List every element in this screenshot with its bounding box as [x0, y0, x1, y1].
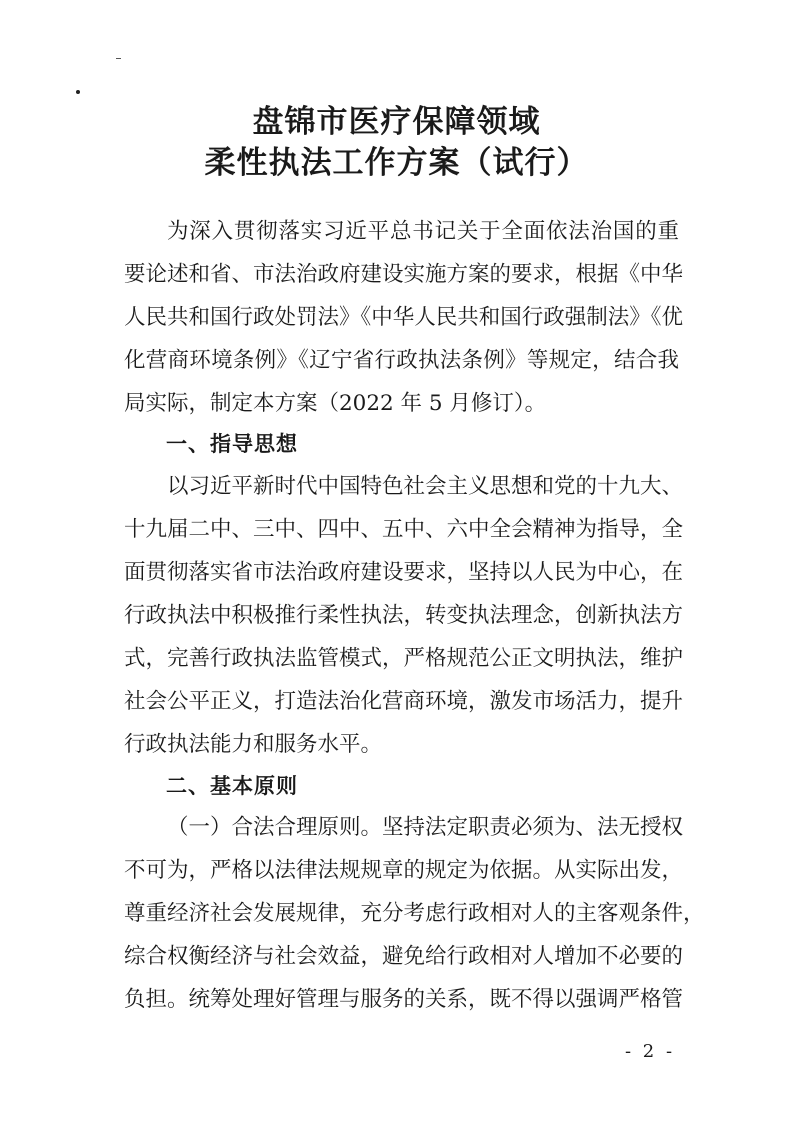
page-number: - 2 -: [625, 1041, 676, 1062]
section1-line: 以习近平新时代中国特色社会主义思想和党的十九大、: [167, 474, 684, 499]
section-heading-basic-principles: 二、基本原则: [166, 774, 298, 798]
section-heading-guiding-ideology: 一、指导思想: [166, 432, 298, 456]
section1-line: 行政执法中积极推行柔性执法，转变执法理念，创新执法方: [124, 603, 684, 628]
section1-line: 式，完善行政执法监管模式，严格规范公正文明执法，维护: [124, 646, 684, 671]
document-title-line-1: 盘锦市医疗保障领域: [252, 104, 541, 140]
intro-line: 局实际，制定本方案（2022 年 5 月修订）。: [124, 391, 547, 416]
section2-line: 不可为，严格以法律法规规章的规定为依据。从实际出发，: [124, 858, 684, 883]
scan-dot: [76, 90, 80, 94]
section1-line: 社会公平正义，打造法治化营商环境，激发市场活力，提升: [124, 689, 684, 714]
section2-line: 尊重经济社会发展规律，充分考虑行政相对人的主客观条件，: [124, 901, 705, 926]
intro-line: 人民共和国行政处罚法》《中华人民共和国行政强制法》《优: [124, 305, 684, 330]
section2-line: 综合权衡经济与社会效益，避免给行政相对人增加不必要的: [124, 944, 684, 969]
intro-line: 要论述和省、市法治政府建设实施方案的要求，根据《中华: [124, 262, 684, 287]
scan-mark: [116, 58, 121, 59]
section1-line: 行政执法能力和服务水平。: [124, 732, 383, 757]
intro-line: 化营商环境条例》《辽宁省行政执法条例》等规定，结合我: [124, 348, 679, 373]
section2-line: 负担。统筹处理好管理与服务的关系，既不得以强调严格管: [124, 987, 684, 1012]
intro-line: 为深入贯彻落实习近平总书记关于全面依法治国的重: [167, 219, 679, 244]
section1-line: 十九届二中、三中、四中、五中、六中全会精神为指导，全: [124, 517, 684, 542]
section1-line: 面贯彻落实省市法治政府建设要求，坚持以人民为中心，在: [124, 560, 684, 585]
section2-line: （一）合法合理原则。坚持法定职责必须为、法无授权: [167, 815, 684, 840]
document-title-line-2: 柔性执法工作方案（试行）: [204, 145, 589, 181]
